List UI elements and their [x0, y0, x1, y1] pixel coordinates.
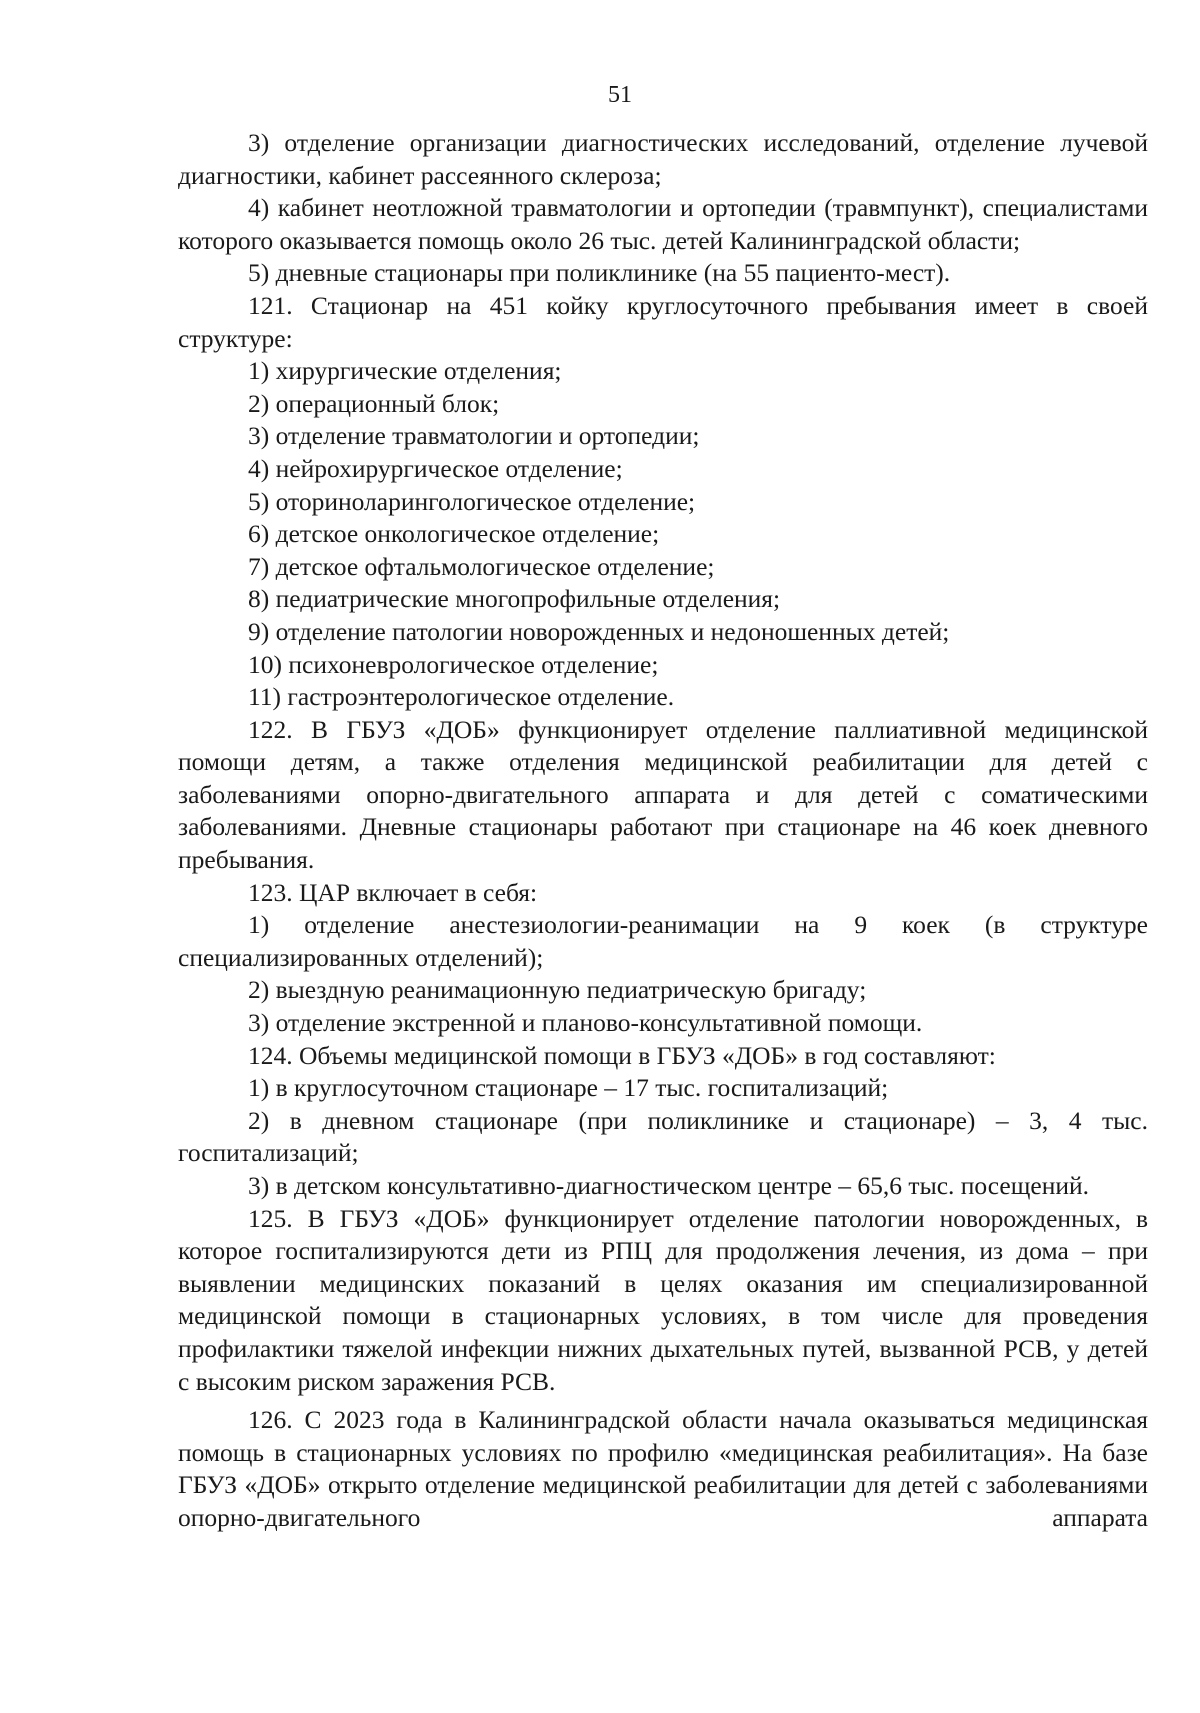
list-item: 2) в дневном стационаре (при поликлинике и стационаре) – 3, 4 тыс. госпитализаций;	[178, 1105, 1148, 1168]
paragraph: 126. С 2023 года в Калининградской области начала оказываться медицинская помощь в стационарных условиях по профилю «медицинская реабилитация». На базе ГБУЗ «ДОБ» открыто отделение медицинской реабилитации для детей с заболеваниями опорно-двигательного аппарата	[178, 1405, 1148, 1532]
list-item: 1) отделение анестезиологии-реанимации на 9 коек (в структуре специализированных отделений);	[178, 910, 1148, 972]
list-item: 1) хирургические отделения;	[248, 356, 562, 386]
paragraph: 4) кабинет неотложной травматологии и ортопедии (травмпункт), специалистами которого оказывается помощь около 26 тыс. детей Калининградской области;	[178, 193, 1148, 255]
document-body	[178, 127, 1148, 1535]
list-item: 4) нейрохирургическое отделение;	[248, 453, 623, 483]
list-item: 6) детское онкологическое отделение;	[248, 519, 660, 549]
list-item: 8) педиатрические многопрофильные отделения;	[248, 584, 781, 614]
list-item: 5) дневные стационары при поликлинике (на 55 пациенто-мест).	[248, 258, 951, 288]
paragraph: 123. ЦАР включает в себя:	[248, 877, 538, 907]
list-item: 5) оториноларингологическое отделение;	[248, 486, 696, 516]
paragraph: 3) отделение организации диагностических исследований, отделение лучевой диагностики, кабинет рассеянного склероза;	[178, 128, 1148, 190]
list-item: 7) детское офтальмологическое отделение;	[248, 551, 715, 581]
page-number: 51	[608, 82, 632, 108]
paragraph: 124. Объемы медицинской помощи в ГБУЗ «ДОБ» в год составляют:	[248, 1040, 996, 1070]
paragraph: 125. В ГБУЗ «ДОБ» функционирует отделение патологии новорожденных, в которое госпитализируются дети из РПЦ для продолжения лечения, из дома – при выявлении медицинских показаний в целях оказания им специализированной медицинской помощи в стационарных условиях, в том числе для проведения профилактики тяжелой инфекции нижних дыхательных путей, вызванной РСВ, у детей с высоким риском заражения РСВ.	[178, 1203, 1148, 1396]
list-item: 3) отделение экстренной и планово-консультативной помощи.	[248, 1008, 923, 1038]
list-item: 2) выездную реанимационную педиатрическую бригаду;	[248, 975, 867, 1005]
list-item: 10) психоневрологическое отделение;	[248, 649, 659, 679]
list-item: 1) в круглосуточном стационаре – 17 тыс. госпитализаций;	[248, 1073, 889, 1103]
paragraph: 122. В ГБУЗ «ДОБ» функционирует отделение паллиативной медицинской помощи детям, а также отделения медицинской реабилитации для детей с заболеваниями опорно-двигательного аппарата и для детей с соматическими заболеваниями. Дневные стационары работают при стационаре на 46 коек дневного пребывания.	[178, 714, 1148, 875]
list-item: 9) отделение патологии новорожденных и недоношенных детей;	[248, 616, 950, 646]
list-item: 2) операционный блок;	[248, 388, 500, 418]
paragraph: 121. Стационар на 451 койку круглосуточного пребывания имеет в своей структуре:	[178, 290, 1148, 353]
list-item: 3) отделение травматологии и ортопедии;	[248, 421, 700, 451]
list-item: 11) гастроэнтерологическое отделение.	[248, 682, 675, 712]
list-item: 3) в детском консультативно-диагностическом центре – 65,6 тыс. посещений.	[248, 1171, 1090, 1200]
